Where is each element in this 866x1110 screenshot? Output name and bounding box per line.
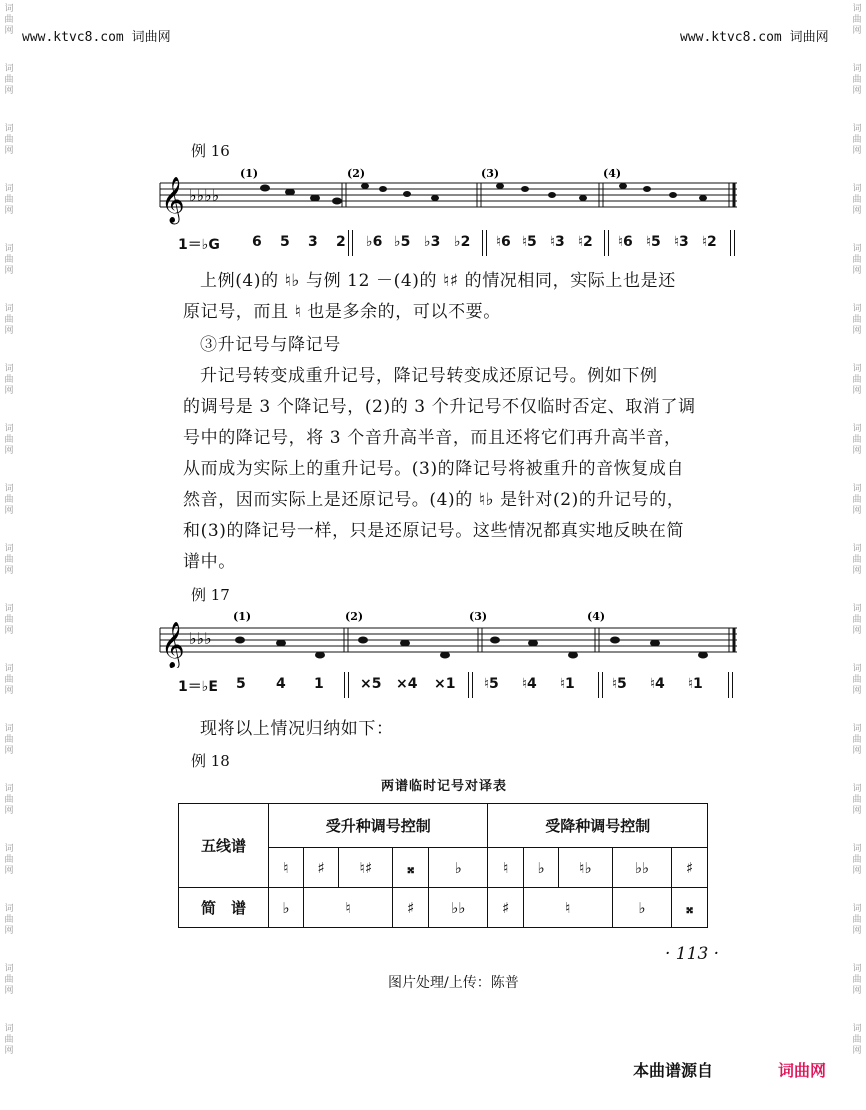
- ex16-section-2: (2): [347, 167, 366, 180]
- subheading: ③升记号与降记号: [200, 335, 341, 355]
- ex16-staff: [155, 165, 745, 225]
- jianpu-note: ♮1: [688, 676, 703, 692]
- watermark-glyph-group: 词 曲 网: [4, 844, 14, 876]
- jianpu-symbol: ♭♭: [428, 888, 487, 928]
- paragraph2-line2: 的调号是 3 个降记号，(2)的 3 个升记号不仅临时否定、取消了调: [183, 397, 696, 417]
- image-credit: 图片处理/上传：陈普: [388, 975, 519, 991]
- jianpu-note: ♮5: [646, 234, 661, 250]
- barline: [598, 672, 603, 698]
- footer-site-link[interactable]: 词曲网: [778, 1061, 827, 1080]
- watermark-glyph-group: 词 曲 网: [852, 1024, 862, 1056]
- jianpu-note: 1: [314, 676, 324, 692]
- jianpu-note: ×5: [360, 676, 382, 692]
- jianpu-symbol: ♮: [303, 888, 393, 928]
- watermark-glyph-group: 词 曲 网: [4, 304, 14, 336]
- staff-symbol: ♭: [524, 848, 559, 888]
- jianpu-note: ♮2: [578, 234, 593, 250]
- ex18-label: 例 18: [191, 752, 230, 770]
- jianpu-note: ♮6: [496, 234, 511, 250]
- group-flat-header: 受降种调号控制: [488, 804, 708, 848]
- watermark-glyph-group: 词 曲 网: [4, 364, 14, 396]
- jianpu-note: ♮5: [484, 676, 499, 692]
- watermark-glyph-group: 词 曲 网: [4, 124, 14, 156]
- side-watermark-left: [0, 0, 18, 1110]
- watermark-glyph-group: 词 曲 网: [4, 664, 14, 696]
- jianpu-note: 3: [308, 234, 318, 250]
- watermark-glyph-group: 词 曲 网: [4, 184, 14, 216]
- staff-symbol: ♭: [428, 848, 487, 888]
- paragraph1-line2: 原记号，而且 ♮ 也是多余的，可以不要。: [183, 302, 501, 322]
- jianpu-note: ♮2: [702, 234, 717, 250]
- jianpu-note: 6: [252, 234, 262, 250]
- jianpu-note: ♭3: [424, 234, 441, 250]
- jianpu-note: ♭2: [454, 234, 471, 250]
- ex17-section-3: (3): [469, 610, 488, 623]
- jianpu-symbol: ♯: [393, 888, 429, 928]
- summary-line: 现将以上情况归纳如下：: [200, 719, 394, 739]
- header-left: [22, 26, 171, 45]
- watermark-glyph-group: 词 曲 网: [4, 604, 14, 636]
- translation-table: [178, 803, 708, 928]
- watermark-glyph-group: 词 曲 网: [4, 484, 14, 516]
- jianpu-note: ♮4: [650, 676, 665, 692]
- ex17-staff: [155, 608, 745, 668]
- watermark-glyph-group: 词 曲 网: [4, 424, 14, 456]
- footer-source-label: 本曲谱源自: [633, 1061, 714, 1080]
- watermark-glyph-group: 词 曲 网: [852, 724, 862, 756]
- watermark-glyph-group: 词 曲 网: [852, 604, 862, 636]
- watermark-glyph-group: 词 曲 网: [4, 784, 14, 816]
- paragraph2-line7: 谱中。: [183, 552, 236, 572]
- jianpu-note: ♭5: [394, 234, 411, 250]
- key-signature-flats: ♭♭♭: [189, 629, 212, 648]
- page-number: · 113 ·: [665, 944, 720, 964]
- watermark-glyph-group: 词 曲 网: [852, 244, 862, 276]
- group-sharp-header: 受升种调号控制: [269, 804, 488, 848]
- header-left-name: 词曲网: [131, 30, 171, 45]
- side-watermark-right: [848, 0, 866, 1110]
- watermark-glyph-group: 词 曲 网: [852, 124, 862, 156]
- watermark-glyph-group: 词 曲 网: [852, 664, 862, 696]
- ex17-key: 1＝♭E: [178, 679, 218, 695]
- jianpu-note: ♮1: [560, 676, 575, 692]
- watermark-glyph-group: 词 曲 网: [4, 964, 14, 996]
- jianpu-symbol: ♭: [269, 888, 304, 928]
- ex17-section-4: (4): [587, 610, 606, 623]
- watermark-glyph-group: 词 曲 网: [852, 964, 862, 996]
- staff-symbol: ♯: [672, 848, 708, 888]
- paragraph1-line1: 上例(4)的 ♮♭ 与例 12 －(4)的 ♮♯ 的情况相同，实际上也是还: [200, 271, 676, 291]
- staff-symbol: ♮♯: [339, 848, 393, 888]
- watermark-glyph-group: 词 曲 网: [4, 4, 14, 36]
- watermark-glyph-group: 词 曲 网: [852, 544, 862, 576]
- barline: [604, 230, 609, 256]
- jianpu-note: ♮5: [522, 234, 537, 250]
- jianpu-note: ×4: [396, 676, 418, 692]
- watermark-glyph-group: 词 曲 网: [852, 64, 862, 96]
- header-right-name: 词曲网: [789, 30, 829, 45]
- row-header-jianpu: 简 谱: [179, 888, 269, 928]
- watermark-glyph-group: 词 曲 网: [4, 544, 14, 576]
- jianpu-symbol: ♭: [612, 888, 672, 928]
- staff-symbol: ♭♭: [612, 848, 672, 888]
- watermark-glyph-group: 词 曲 网: [852, 4, 862, 36]
- jianpu-note: 4: [276, 676, 286, 692]
- watermark-glyph-group: 词 曲 网: [852, 304, 862, 336]
- barline: [348, 230, 353, 256]
- key-signature-flats: ♭♭♭♭: [189, 186, 220, 205]
- treble-clef-icon: 𝄞: [161, 622, 185, 668]
- staff-symbol: 𝄪: [393, 848, 429, 888]
- jianpu-note: ×1: [434, 676, 456, 692]
- header-left-site: www.ktvc8.com: [22, 30, 124, 45]
- watermark-glyph-group: 词 曲 网: [852, 484, 862, 516]
- paragraph2-line1: 升记号转变成重升记号，降记号转变成还原记号。例如下例: [200, 366, 658, 386]
- watermark-glyph-group: 词 曲 网: [4, 724, 14, 756]
- paragraph2-line6: 和(3)的降记号一样，只是还原记号。这些情况都真实地反映在简: [183, 521, 685, 541]
- jianpu-note: ♮6: [618, 234, 633, 250]
- barline-final: [728, 672, 733, 698]
- row-header-staff: 五线谱: [179, 804, 269, 888]
- jianpu-note: ♮4: [522, 676, 537, 692]
- staff-symbol: ♮: [488, 848, 524, 888]
- ex16-key: 1＝♭G: [178, 237, 220, 253]
- jianpu-symbol: ♮: [524, 888, 613, 928]
- jianpu-note: ♭6: [366, 234, 383, 250]
- watermark-glyph-group: 词 曲 网: [852, 424, 862, 456]
- watermark-glyph-group: 词 曲 网: [4, 244, 14, 276]
- watermark-glyph-group: 词 曲 网: [852, 184, 862, 216]
- staff-symbol: ♯: [303, 848, 339, 888]
- staff-symbol: ♮♭: [559, 848, 613, 888]
- jianpu-note: ♮3: [550, 234, 565, 250]
- ex16-section-4: (4): [603, 167, 622, 180]
- jianpu-symbol: 𝄪: [672, 888, 708, 928]
- barline: [482, 230, 487, 256]
- barline: [344, 672, 349, 698]
- paragraph2-line5: 然音，因而实际上是还原记号。(4)的 ♮♭ 是针对(2)的升记号的，: [183, 490, 685, 510]
- ex17-jianpu: [178, 672, 748, 700]
- watermark-glyph-group: 词 曲 网: [852, 844, 862, 876]
- table-title: 两谱临时记号对译表: [380, 779, 507, 794]
- ex17-label: 例 17: [191, 586, 230, 604]
- watermark-glyph-group: 词 曲 网: [4, 64, 14, 96]
- watermark-glyph-group: 词 曲 网: [852, 904, 862, 936]
- jianpu-note: 5: [280, 234, 290, 250]
- ex16-label: 例 16: [191, 142, 230, 160]
- header-right: [680, 26, 829, 45]
- treble-clef-icon: 𝄞: [161, 177, 185, 223]
- jianpu-note: 5: [236, 676, 246, 692]
- paragraph2-line4: 从而成为实际上的重升记号。(3)的降记号将被重升的音恢复成自: [183, 459, 685, 479]
- watermark-glyph-group: 词 曲 网: [852, 784, 862, 816]
- ex17-section-1: (1): [233, 610, 252, 623]
- watermark-glyph-group: 词 曲 网: [852, 364, 862, 396]
- barline: [468, 672, 473, 698]
- barline-final: [730, 230, 735, 256]
- ex16-jianpu: [178, 230, 748, 258]
- ex16-section-3: (3): [481, 167, 500, 180]
- jianpu-note: ♮5: [612, 676, 627, 692]
- paragraph2-line3: 号中的降记号，将 3 个音升高半音，而且还将它们再升高半音，: [183, 428, 682, 448]
- jianpu-note: 2: [336, 234, 346, 250]
- watermark-glyph-group: 词 曲 网: [4, 904, 14, 936]
- ex16-section-1: (1): [240, 167, 259, 180]
- watermark-glyph-group: 词 曲 网: [4, 1024, 14, 1056]
- header-right-site: www.ktvc8.com: [680, 30, 782, 45]
- jianpu-symbol: ♯: [488, 888, 524, 928]
- staff-symbol: ♮: [269, 848, 304, 888]
- jianpu-note: ♮3: [674, 234, 689, 250]
- ex17-section-2: (2): [345, 610, 364, 623]
